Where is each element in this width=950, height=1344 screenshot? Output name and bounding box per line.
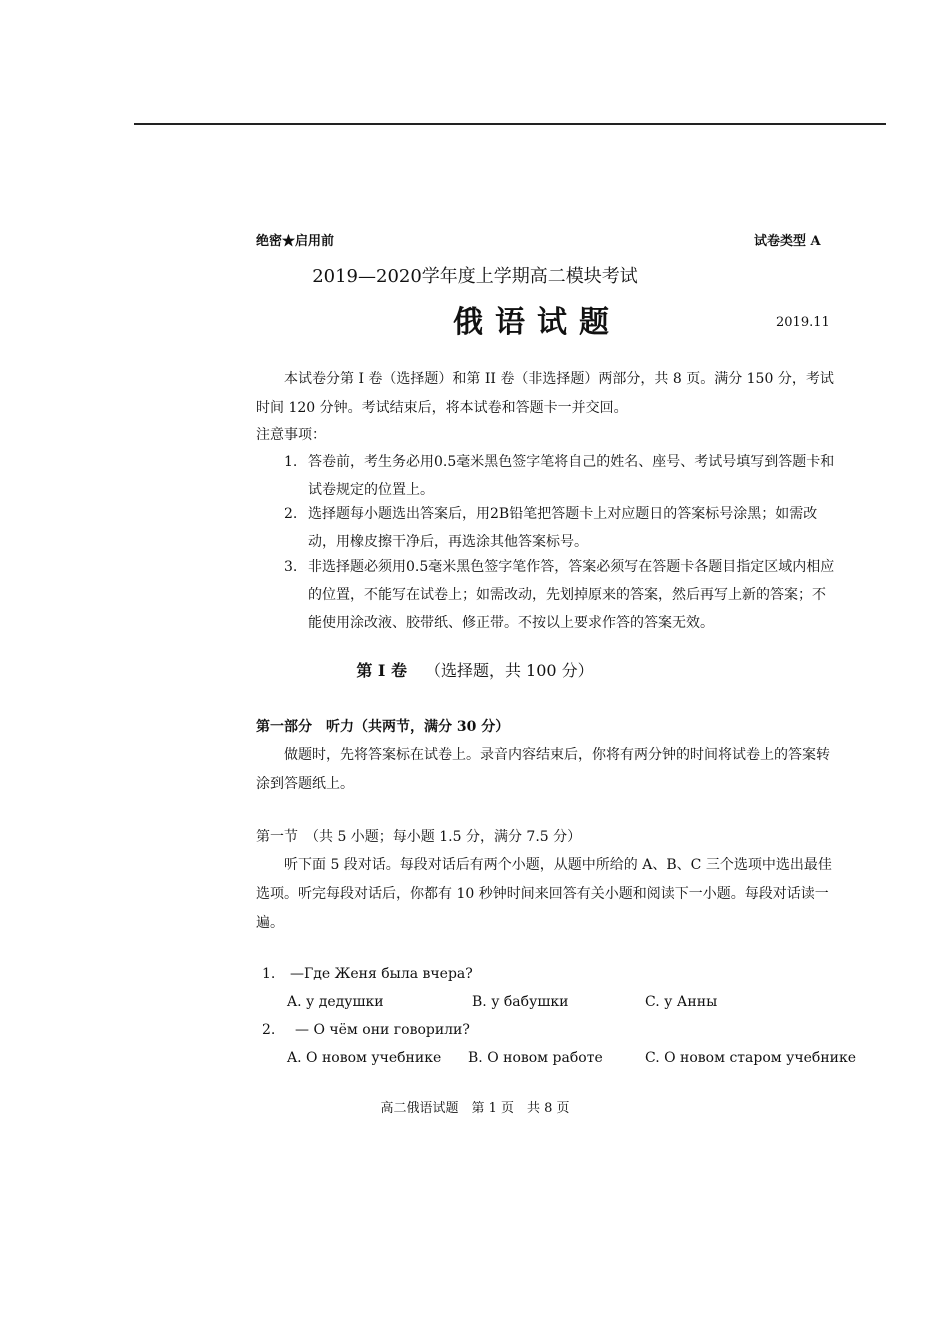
- notice-item: [284, 448, 836, 504]
- notice-item: [284, 553, 836, 637]
- exam-title: 俄语试题: [453, 305, 621, 340]
- section-description: 听下面 5 段对话。每段对话后有两个小题，从题中所给的 A、B、C 三个选项中选出最佳选项。听完每段对话后，你都有 10 秒钟时间来回答有关小题和阅读下一小题。每段对话读一遍。: [256, 857, 832, 931]
- notice-item-number: 2.: [284, 506, 298, 522]
- exam-date: 2019.11: [776, 315, 830, 330]
- confidential-label: 绝密★启用前: [256, 234, 335, 249]
- notice-heading: 注意事项：: [256, 427, 326, 443]
- notice-item-number: 3.: [284, 559, 298, 575]
- part-description: 做题时，先将答案标在试卷上。录音内容结束后，你将有两分钟的时间将试卷上的答案转涂到答题纸上。: [256, 747, 830, 792]
- notice-item-number: 1.: [284, 454, 298, 470]
- exam-subtitle: 2019—2020学年度上学期高二模块考试: [312, 266, 638, 287]
- option-b: B. О новом работе: [468, 1050, 603, 1066]
- option-b: B. у бабушки: [472, 994, 569, 1010]
- volume-heading: [0, 658, 950, 681]
- question-number: 1.: [262, 966, 276, 982]
- question-text: — О чём они говорили?: [295, 1022, 470, 1038]
- top-rule: [134, 123, 886, 125]
- volume-note: （选择题，共 100 分）: [424, 661, 594, 680]
- option-a: A. у дедушки: [287, 994, 384, 1010]
- part-heading: 第一部分 听力（共两节，满分 30 分）: [256, 719, 510, 735]
- question-text: —Где Женя была вчера?: [290, 966, 473, 982]
- notice-item-text: 非选择题必须用0.5毫米黑色签字笔作答，答案必须写在答题卡各题目指定区域内相应的位置，不能写在试卷上；如需改动，先划掉原来的答案，然后再写上新的答案；不能使用涂改液、胶带纸、修正带。不按以上要求作答的答案无效。: [308, 559, 835, 631]
- section-heading: 第一节 （共 5 小题；每小题 1.5 分，满分 7.5 分）: [256, 829, 582, 845]
- volume-title: 第 I 卷: [356, 661, 407, 680]
- option-c: C. у Анны: [645, 994, 718, 1010]
- notice-item-text: 答卷前，考生务必用0.5毫米黑色签字笔将自己的姓名、座号、考试号填写到答题卡和试卷规定的位置上。: [308, 454, 835, 498]
- notice-item: [284, 500, 836, 556]
- page-footer: 高二俄语试题 第 1 页 共 8 页: [380, 1101, 570, 1116]
- paper-type-label: 试卷类型 A: [754, 234, 821, 249]
- notice-item-text: 选择题每小题选出答案后，用2B铅笔把答题卡上对应题日的答案标号涂黑；如需改动，用橡皮擦干净后，再选涂其他答案标号。: [308, 506, 818, 550]
- option-c: C. О новом старом учебнике: [645, 1050, 857, 1066]
- option-a: A. О новом учебнике: [287, 1050, 442, 1066]
- intro-paragraph: 本试卷分第 I 卷（选择题）和第 II 卷（非选择题）两部分，共 8 页。满分 150 分，考试时间 120 分钟。考试结束后，将本试卷和答题卡一并交回。: [256, 371, 834, 416]
- question-number: 2.: [262, 1022, 276, 1038]
